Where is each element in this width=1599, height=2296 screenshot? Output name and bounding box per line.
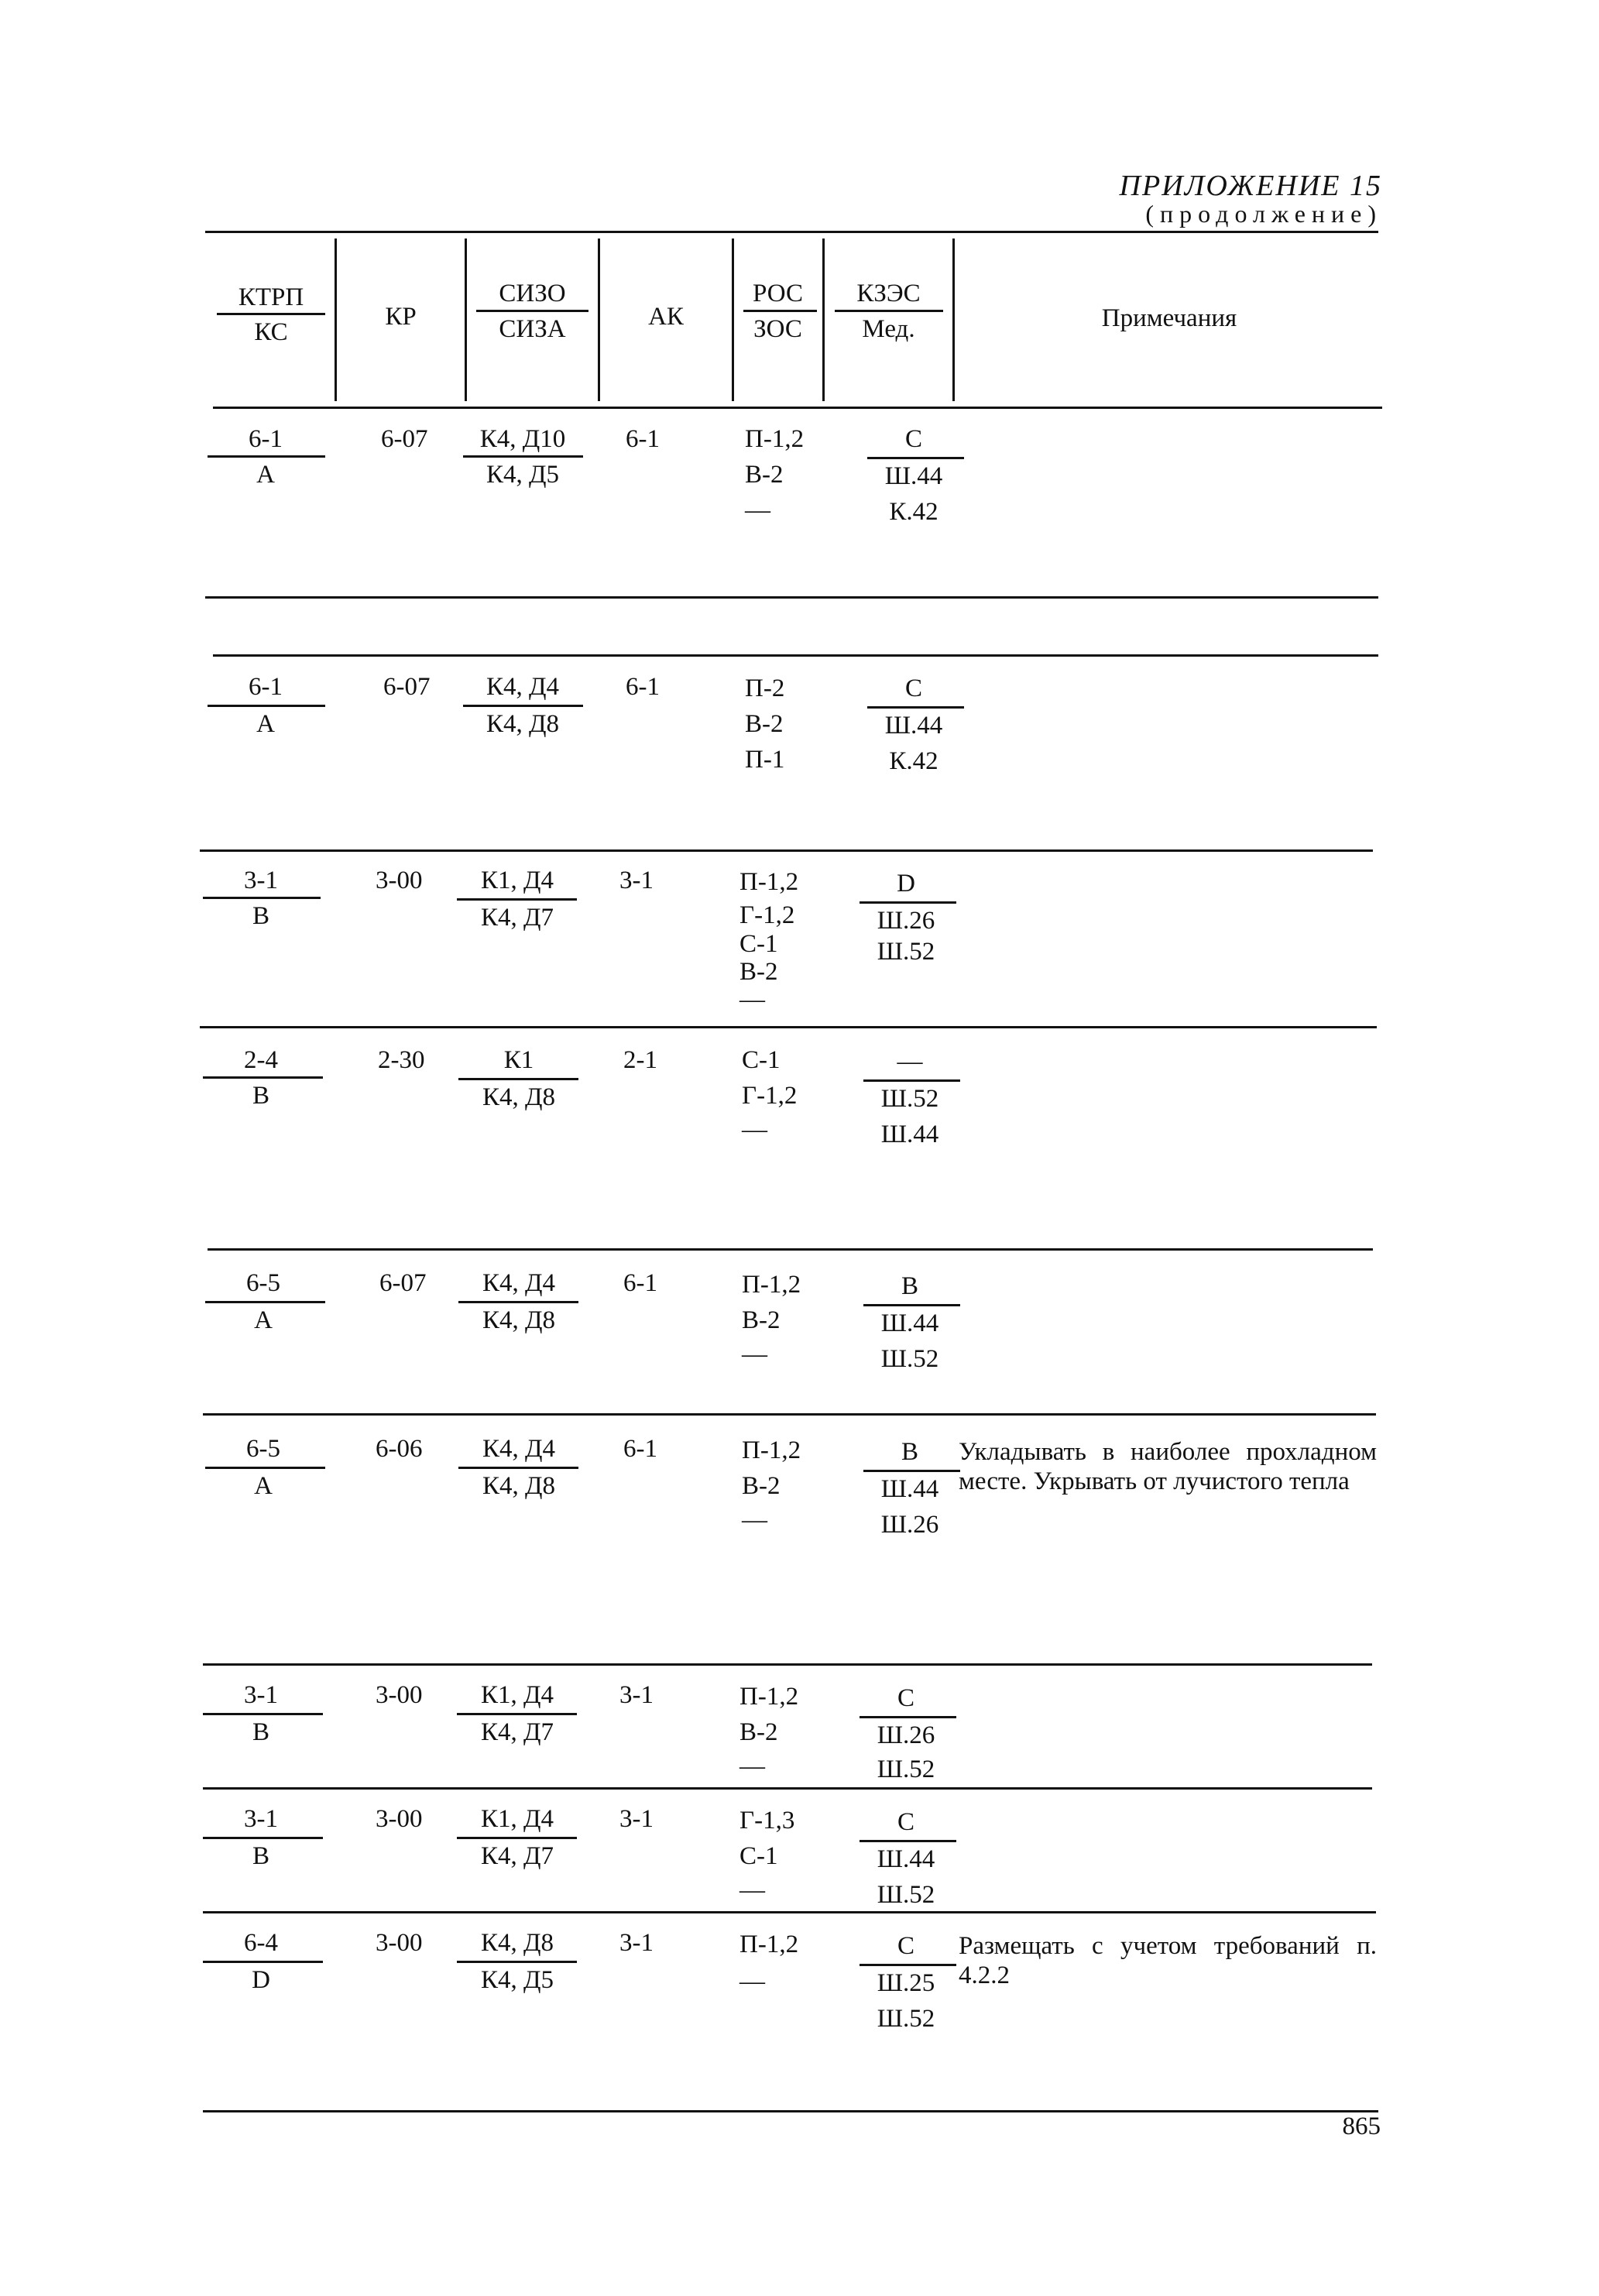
col-header-kzes: КЗЭС <box>856 280 921 307</box>
cell-fraction-line <box>458 1467 578 1469</box>
col-header-fraction-line <box>217 313 325 315</box>
cell-ros: П-1,2 <box>739 868 799 896</box>
cell-fraction-line <box>208 455 325 458</box>
cell-ktrp: 3-1 <box>244 1805 278 1833</box>
row-rule <box>205 596 1378 599</box>
cell-fraction-line <box>203 1837 323 1839</box>
cell-ak: 2-1 <box>623 1046 657 1074</box>
table-bottom-rule <box>203 2110 1378 2112</box>
cell-kzes: Ш.52 <box>877 938 935 966</box>
header-divider <box>335 239 337 401</box>
cell-kzes: С <box>897 1932 914 1960</box>
cell-ak: 3-1 <box>619 1681 654 1709</box>
cell-sizo: К1 <box>503 1046 534 1074</box>
cell-kzes: Ш.52 <box>880 1345 939 1373</box>
cell-note: Укладывать в наиболее прохладном месте. Укрывать от лучистого тепла <box>959 1438 1377 1495</box>
cell-kzes: Ш.44 <box>880 1121 939 1148</box>
cell-ros: В-2 <box>745 461 784 489</box>
cell-kzes: Ш.25 <box>877 1969 935 1997</box>
cell-ak: 6-1 <box>623 1269 657 1297</box>
cell-ros: — <box>742 1116 767 1144</box>
row-rule <box>213 654 1378 657</box>
cell-ak: 3-1 <box>619 1805 654 1833</box>
cell-ks: В <box>252 1082 269 1110</box>
cell-ros: — <box>739 1752 765 1780</box>
cell-kzes: К.42 <box>889 498 938 526</box>
cell-ktrp: 3-1 <box>244 1681 278 1709</box>
cell-ros: В-2 <box>739 1718 778 1746</box>
cell-ak: 3-1 <box>619 867 654 894</box>
cell-ks: D <box>252 1966 270 1994</box>
cell-kzes: В <box>901 1272 918 1300</box>
cell-fraction-line <box>457 1713 577 1715</box>
cell-ros: Г-1,3 <box>739 1807 795 1834</box>
cell-kzes: Ш.26 <box>880 1511 939 1539</box>
cell-ks: А <box>256 461 275 489</box>
col-header-ks: КС <box>254 318 288 346</box>
cell-fraction-line <box>860 1716 956 1718</box>
cell-kr: 6-07 <box>379 1269 427 1297</box>
header-divider <box>822 239 825 401</box>
cell-ak: 6-1 <box>626 673 660 701</box>
header-divider <box>952 239 955 401</box>
col-header-notes: Примечания <box>1101 304 1237 332</box>
cell-ktrp: 6-1 <box>249 673 283 701</box>
cell-ak: 6-1 <box>626 425 660 453</box>
col-header-ktrp: КТРП <box>238 283 304 311</box>
cell-ros: С-1 <box>739 930 778 958</box>
cell-kzes: Ш.52 <box>877 2005 935 2033</box>
cell-fraction-line <box>457 1837 577 1839</box>
cell-ros: П-2 <box>745 674 785 702</box>
cell-ros: — <box>739 1968 765 1996</box>
row-rule <box>203 1663 1372 1666</box>
cell-ros: В-2 <box>739 958 778 986</box>
cell-note: Размещать с учетом требований п. 4.2.2 <box>959 1932 1377 1989</box>
row-rule <box>203 1911 1376 1913</box>
col-header-med: Мед. <box>862 315 915 343</box>
cell-kzes: С <box>897 1684 914 1712</box>
cell-kr: 2-30 <box>378 1046 425 1074</box>
cell-ros: — <box>739 1876 765 1904</box>
cell-kzes: С <box>897 1808 914 1836</box>
cell-ros: — <box>739 986 765 1014</box>
cell-siza: К4, Д8 <box>482 1083 556 1111</box>
cell-kzes: Ш.26 <box>877 1721 935 1749</box>
cell-kzes: С <box>904 425 922 453</box>
cell-fraction-line <box>208 705 325 707</box>
cell-kzes: Ш.44 <box>884 462 943 490</box>
cell-fraction-line <box>205 1301 325 1303</box>
col-header-zos: ЗОС <box>753 315 802 343</box>
cell-ros: С-1 <box>739 1842 778 1870</box>
cell-ktrp: 2-4 <box>244 1046 278 1074</box>
cell-kzes: Ш.52 <box>877 1755 935 1783</box>
cell-ktrp: 3-1 <box>244 867 278 894</box>
cell-fraction-line <box>458 1301 578 1303</box>
cell-sizo: К4, Д4 <box>482 1269 556 1297</box>
cell-ros: В-2 <box>742 1306 781 1334</box>
cell-ktrp: 6-1 <box>249 425 283 453</box>
cell-ks: В <box>252 1718 269 1746</box>
cell-fraction-line <box>203 1713 323 1715</box>
cell-ks: А <box>254 1306 273 1334</box>
row-rule <box>203 1787 1372 1790</box>
col-header-fraction-line <box>743 310 817 312</box>
cell-ak: 6-1 <box>623 1435 657 1463</box>
cell-kzes: Ш.44 <box>880 1475 939 1503</box>
cell-ros: П-1,2 <box>739 1930 799 1958</box>
cell-ros: Г-1,2 <box>742 1082 798 1110</box>
header-divider <box>732 239 734 401</box>
cell-kzes: Ш.52 <box>877 1881 935 1909</box>
cell-ros: П-1,2 <box>739 1683 799 1711</box>
cell-fraction-line <box>457 1961 577 1963</box>
cell-ros: — <box>742 1506 767 1534</box>
col-header-fraction-line <box>476 310 588 312</box>
cell-kzes: — <box>897 1048 923 1076</box>
cell-kzes: С <box>904 674 922 702</box>
cell-kzes: Ш.44 <box>880 1309 939 1337</box>
cell-kzes: D <box>897 870 915 897</box>
cell-ros: В-2 <box>742 1472 781 1500</box>
header-divider <box>598 239 600 401</box>
cell-kzes: Ш.52 <box>880 1085 939 1113</box>
header-subtitle: (продолжение) <box>1145 200 1382 228</box>
cell-fraction-line <box>860 1964 956 1966</box>
cell-fraction-line <box>203 1076 323 1079</box>
table-header-bottom-rule <box>213 407 1382 409</box>
cell-fraction-line <box>863 1470 960 1472</box>
row-rule <box>203 1413 1376 1416</box>
cell-kzes: Ш.44 <box>877 1845 935 1873</box>
cell-ks: А <box>254 1472 273 1500</box>
cell-fraction-line <box>203 897 321 899</box>
row-rule <box>208 1248 1373 1251</box>
cell-ktrp: 6-4 <box>244 1929 278 1957</box>
cell-siza: К4, Д5 <box>486 461 560 489</box>
cell-ak: 3-1 <box>619 1929 654 1957</box>
cell-siza: К4, Д7 <box>480 1718 554 1746</box>
cell-fraction-line <box>457 898 577 901</box>
cell-kzes: К.42 <box>889 747 938 775</box>
cell-kzes: Ш.44 <box>884 712 943 740</box>
cell-fraction-line <box>463 705 583 707</box>
cell-kr: 6-07 <box>381 425 428 453</box>
row-rule <box>200 849 1373 852</box>
cell-siza: К4, Д8 <box>486 710 560 738</box>
cell-siza: К4, Д5 <box>480 1966 554 1994</box>
cell-fraction-line <box>463 455 583 458</box>
cell-kr: 6-07 <box>383 673 431 701</box>
cell-kr: 6-06 <box>376 1435 423 1463</box>
cell-sizo: К4, Д4 <box>486 673 560 701</box>
cell-ros: П-1,2 <box>742 1436 801 1464</box>
cell-siza: К4, Д8 <box>482 1306 556 1334</box>
header-divider <box>465 239 467 401</box>
cell-ktrp: 6-5 <box>246 1435 280 1463</box>
cell-ks: А <box>256 710 275 738</box>
col-header-fraction-line <box>835 310 943 312</box>
cell-sizo: К1, Д4 <box>480 867 554 894</box>
cell-sizo: К4, Д8 <box>480 1929 554 1957</box>
cell-kzes: Ш.26 <box>877 907 935 935</box>
cell-kr: 3-00 <box>376 1681 423 1709</box>
cell-sizo: К1, Д4 <box>480 1681 554 1709</box>
cell-fraction-line <box>860 901 956 904</box>
table-top-rule <box>205 231 1378 233</box>
cell-ks: В <box>252 1842 269 1870</box>
cell-ros: П-1,2 <box>742 1271 801 1299</box>
cell-siza: К4, Д8 <box>482 1472 556 1500</box>
cell-fraction-line <box>458 1078 578 1080</box>
cell-ktrp: 6-5 <box>246 1269 280 1297</box>
cell-ros: — <box>745 496 770 524</box>
cell-fraction-line <box>203 1961 323 1963</box>
col-header-kr: КР <box>385 303 417 331</box>
col-header-ak: АК <box>648 303 684 331</box>
cell-ks: В <box>252 902 269 930</box>
cell-siza: К4, Д7 <box>480 1842 554 1870</box>
cell-fraction-line <box>205 1467 325 1469</box>
cell-sizo: К1, Д4 <box>480 1805 554 1833</box>
col-header-siza: СИЗА <box>499 315 566 343</box>
cell-fraction-line <box>867 706 964 709</box>
header-title: ПРИЛОЖЕНИЕ 15 <box>1119 170 1382 202</box>
cell-kr: 3-00 <box>376 1805 423 1833</box>
cell-ros: Г-1,2 <box>739 901 795 929</box>
cell-ros: С-1 <box>742 1046 781 1074</box>
cell-siza: К4, Д7 <box>480 904 554 932</box>
cell-ros: В-2 <box>745 710 784 738</box>
cell-kr: 3-00 <box>376 867 423 894</box>
cell-sizo: К4, Д10 <box>479 425 566 453</box>
cell-fraction-line <box>863 1304 960 1306</box>
row-rule <box>200 1026 1377 1028</box>
cell-fraction-line <box>863 1079 960 1082</box>
cell-kr: 3-00 <box>376 1929 423 1957</box>
cell-sizo: К4, Д4 <box>482 1435 556 1463</box>
col-header-ros: РОС <box>752 280 803 307</box>
cell-fraction-line <box>860 1840 956 1842</box>
cell-ros: П-1,2 <box>745 425 805 453</box>
cell-kzes: В <box>901 1438 918 1466</box>
page-number: 865 <box>1342 2112 1381 2140</box>
cell-fraction-line <box>867 457 964 459</box>
cell-ros: П-1 <box>745 746 785 774</box>
col-header-sizo: СИЗО <box>499 280 566 307</box>
cell-ros: — <box>742 1340 767 1368</box>
